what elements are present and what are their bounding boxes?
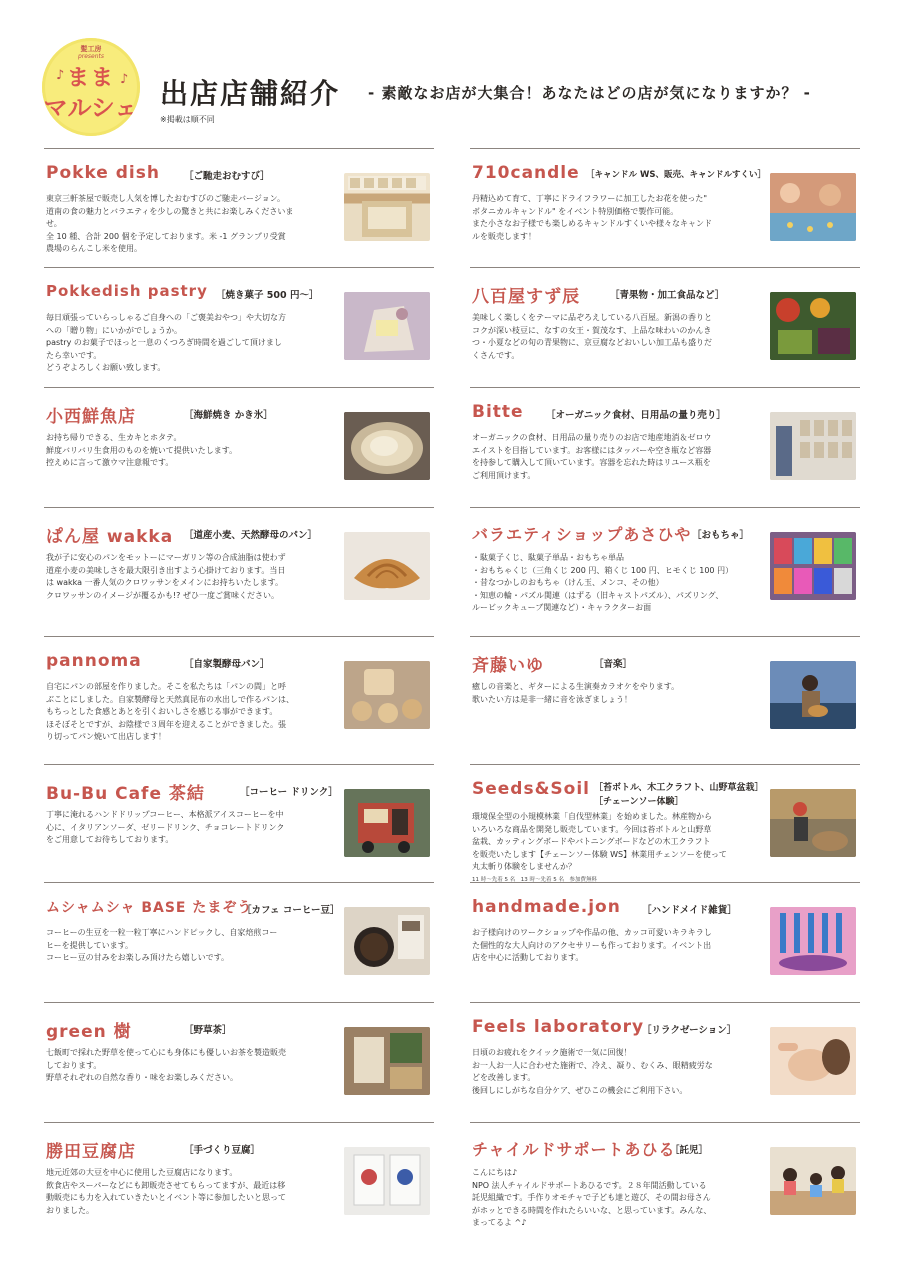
shop-photo-chainsaw bbox=[770, 789, 856, 857]
shop-card-pokke-dish bbox=[44, 148, 434, 267]
shop-name: チャイルドサポートあひる bbox=[472, 1140, 676, 1159]
shop-photo-onigiri bbox=[344, 173, 430, 241]
shop-category: ［カフェ コーヒー豆］ bbox=[242, 905, 340, 916]
shop-photo-scallop bbox=[344, 412, 430, 480]
logo-sponsor: 髪工房 bbox=[80, 45, 102, 53]
shop-photo-candle bbox=[770, 173, 856, 241]
shop-description: こんにちは♪ NPO 法人チャイルドサポートあひるです。２８年間活動している 託児組織です。手作りオモチャで子ども達と遊び、その間お母さん がホッとできる時間を作れたらいいな、と思っています。みんな、 まってるよ ^♪ bbox=[472, 1168, 712, 1227]
shop-card-konishi-fish bbox=[44, 387, 434, 506]
shop-name: pannoma bbox=[46, 651, 142, 671]
logo-mama: まま bbox=[66, 66, 115, 91]
shop-name: Bitte bbox=[472, 402, 524, 422]
shop-category: ［海鮮焼き かき氷］ bbox=[184, 410, 273, 421]
shop-category: ［キャンドル WS、販売、キャンドルすくい］ bbox=[586, 170, 766, 180]
shop-description: お持ち帰りできる、生カキとホタテ。 鮮度バリバリ生食用のものを焼いて提供いたします。 控えめに言って激ウマ注意報です。 bbox=[46, 433, 238, 467]
shop-name: 勝田豆腐店 bbox=[46, 1142, 136, 1162]
shop-description: 我が子に安心のパンをモットーにマーガリン等の合成油脂は使わず 道産小麦の美味しさを最大限引き出すよう心掛けております。当日 は wakka 一番人気のクロワッサンをメインにお持ちいたします。 クロワッサンのイメージが覆るかも!? ぜひ一度ご賞味ください。 bbox=[46, 553, 286, 600]
shop-category: ［おもちゃ］ bbox=[692, 530, 750, 541]
shop-description: 環境保全型の小規模林業「自伐型林業」を始めました。林産物から いろいろな商品を開発し販売しています。今回は苔ボトルと山野草 盆栽、カッティングボードやバトニングボードなどの木工クラフト を販売いたします【チェーンソー体験 WS】林業用チェンソーを使って 丸太斬り体験をしませんか？ 11 時～先着 5 名 13 時～先着 5 名 参加費無料 bbox=[472, 812, 727, 883]
shop-category: ［音楽］ bbox=[594, 659, 633, 670]
shop-card-asahiya bbox=[470, 507, 860, 626]
shop-category: ［コーヒー ドリンク］ bbox=[240, 787, 338, 798]
shop-name: 斉藤いゆ bbox=[472, 656, 544, 676]
shop-name: Seeds&Soil bbox=[472, 779, 590, 799]
shop-name: Pokke dish bbox=[46, 163, 160, 183]
shop-description: ・駄菓子くじ、駄菓子単品・おもちゃ単品 ・おもちゃくじ（三角くじ 200 円、箱くじ 100 円、ヒモくじ 100 円） ・昔なつかしのおもちゃ（けん玉、メンコ、その他） ・知恵の輪・パズル関連（はずる（旧キャストパズル）、パズリング、 ルービックキューブ関連など）・キャラクターお面 bbox=[472, 553, 734, 612]
shop-card-bubu-cafe bbox=[44, 764, 434, 883]
shop-card-katsuta-tofu bbox=[44, 1122, 434, 1241]
shop-card-yaoya-suzutatsu bbox=[470, 267, 860, 386]
shop-category: ［リラクゼーション］ bbox=[642, 1025, 737, 1036]
shop-photo-accessories bbox=[770, 907, 856, 975]
shop-photo-childcare bbox=[770, 1147, 856, 1215]
shop-category: ［自家製酵母パン］ bbox=[184, 659, 270, 670]
page-title: 出店店舗紹介 bbox=[160, 77, 341, 110]
shop-photo-tofu bbox=[344, 1147, 430, 1215]
shop-name: バラエティショップあさひや bbox=[472, 525, 692, 544]
shop-name: 八百屋すず辰 bbox=[472, 287, 581, 307]
shop-category: ［焼き菓子 500 円～］ bbox=[216, 290, 319, 301]
shop-photo-toys bbox=[770, 532, 856, 600]
shop-description: 地元近郊の大豆を中心に使用した豆腐店になります。 飲食店やスーパーなどにも卸販売させてもらってますが、最近は移 動販売にも力を入れていきたいとイベント等に参加したいと思って おりました。 bbox=[46, 1168, 286, 1215]
shop-card-710candle bbox=[470, 148, 860, 267]
shop-category: ［青果物・加工食品など］ bbox=[610, 290, 725, 301]
shop-name: ぱん屋 wakka bbox=[46, 527, 174, 547]
shop-photo-vegetables bbox=[770, 292, 856, 360]
page-subtitle: - 素敵なお店が大集合！あなたはどの店が気になりますか？ - bbox=[368, 84, 811, 102]
shop-photo-coffee bbox=[344, 907, 430, 975]
shop-description: 丹精込めて育て、丁寧にドライフラワーに加工したお花を使った" ボタニカルキャンドル" をイベント特別価格で製作可能。 また小さなお子様でも楽しめるキャンドルすくいや様々なキャンド ルを販売します！ bbox=[472, 194, 712, 241]
shop-card-mushamusha bbox=[44, 882, 434, 1001]
shop-description: 美味しく楽しくをテーマに品ぞろえしている八百屋。新潟の香りと コクが深い枝豆に、なすの女王・賀茂なす、上品な味わいのかんき つ・小夏などの旬の青果物に、京豆腐などおいしい加工品も盛りだ くさんです。 bbox=[472, 313, 712, 360]
shop-category: ［道産小麦、天然酵母のパン］ bbox=[184, 530, 318, 541]
shop-category: ［ハンドメイド雑貨］ bbox=[642, 905, 737, 916]
shop-name: Bu-Bu Cafe 茶結 bbox=[46, 784, 205, 804]
shop-category: ［手づくり豆腐］ bbox=[184, 1145, 261, 1156]
shop-category: ［オーガニック食材、日用品の量り売り］ bbox=[546, 410, 726, 421]
shop-name: handmade.jon bbox=[472, 897, 621, 917]
shop-photo-bread bbox=[344, 661, 430, 729]
shop-category: ［ご馳走おむすび］ bbox=[184, 171, 270, 182]
shop-photo-relaxation bbox=[770, 1027, 856, 1095]
shop-card-bitte bbox=[470, 387, 860, 506]
shop-description: 自宅にパンの部屋を作りました。そこを私たちは「パンの間」と呼 ぶことにしました。自家製酵母と天然真昆布の水出しで作るパンは、 もちっとした食感とあとを引くおいしさを感じる事ができます。 ほそぼそとですが、お陰様で３周年を迎えることができました。張 り切ってパン焼いて出店します！ bbox=[46, 682, 294, 741]
shop-photo-croissant bbox=[344, 532, 430, 600]
shop-photo-herb-tea bbox=[344, 1027, 430, 1095]
shop-photo-pastry bbox=[344, 292, 430, 360]
shop-name: Feels laboratory bbox=[472, 1017, 645, 1037]
shop-category-2: ［チェーンソー体験］ bbox=[594, 797, 684, 807]
shop-name: 710candle bbox=[472, 163, 580, 183]
shop-card-panya-wakka bbox=[44, 507, 434, 626]
shop-name: green 樹 bbox=[46, 1022, 132, 1042]
shop-description: 毎日頑張っていらっしゃるご自身への「ご褒美おやつ」や大切な方 への「贈り物」にいかがでしょうか。 pastry のお菓子でほっと一息のくつろぎ時間を過ごして頂けまし たら幸いです。 どうぞよろしくお願い致します。 bbox=[46, 313, 286, 372]
logo-marche: マルシェ bbox=[43, 94, 139, 122]
shop-photo-guitarist bbox=[770, 661, 856, 729]
shop-description: 東京三軒茶屋で販売し人気を博したおむすびのご馳走バージョン。 道南の食の魅力とバラエティを少しの驚きと共にお楽しみくださいま せ。 全 10 種、合計 200 個を予定しております。米 -1 グランプリ受賞 農場のらんこし米を使用。 bbox=[46, 194, 294, 253]
shop-description: コーヒーの生豆を一粒一粒丁寧にハンドピックし、自家焙煎コー ヒーを提供しています。 コーヒー豆の甘みをお楽しみ頂けたら嬉しいです。 bbox=[46, 928, 278, 962]
music-note-icon: ♪ bbox=[120, 72, 129, 87]
shop-card-feels-laboratory bbox=[470, 1002, 860, 1121]
shop-card-green-ki bbox=[44, 1002, 434, 1121]
shop-description: 日頃のお疲れをクイック施術で一気に回復！ お一人お一人に合わせた施術で、冷え、凝り、むくみ、眼精疲労な どを改善します。 後回しにしがちな自分ケア、ぜひこの機会にご利用下さい。 bbox=[472, 1048, 713, 1095]
logo-presents: presents bbox=[77, 53, 105, 60]
marche-logo bbox=[42, 38, 140, 136]
shop-name: Pokkedish pastry bbox=[46, 282, 208, 300]
order-note: ※掲載は順不同 bbox=[160, 115, 215, 124]
shop-description: 癒しの音楽と、ギターによる生演奏カラオケをやります。 歌いたい方は是非一緒に音を泳ぎましょう！ bbox=[472, 682, 680, 704]
shop-description: 七飯町で採れた野草を使って心にも身体にも優しいお茶を製造販売 しております。 野草それぞれの自然な香り・味をお楽しみください。 bbox=[46, 1048, 286, 1082]
shop-name: 小西鮮魚店 bbox=[46, 407, 136, 427]
music-note-icon: ♪ bbox=[56, 68, 65, 83]
shop-card-handmade-jon bbox=[470, 882, 860, 1001]
shop-card-saito-iyu bbox=[470, 636, 860, 755]
shop-photo-bulk-store bbox=[770, 412, 856, 480]
shop-description: オーガニックの食材、日用品の量り売りのお店で地産地消＆ゼロウ エイストを目指しています。お客様にはタッパーや空き瓶など容器 を持参して購入して頂いています。容器を忘れた時はリユース瓶を ご利用頂けます。 bbox=[472, 433, 712, 480]
shop-card-child-support-ahiru bbox=[470, 1122, 860, 1241]
shop-category: ［苔ボトル、木工クラフト、山野草盆栽］ bbox=[594, 783, 764, 793]
shop-description: 丁寧に淹れるハンドドリップコーヒー、本格派アイスコーヒーを中 心に、イタリアンソーダ、ゼリードリンク、チョコレートドリンク をご用意してお待ちしております。 bbox=[46, 810, 285, 844]
shop-name: ムシャムシャ BASE たまぞう bbox=[46, 900, 253, 916]
shop-category: ［野草茶］ bbox=[184, 1025, 232, 1036]
shop-card-seeds-soil bbox=[470, 764, 860, 883]
shop-description: お子様向けのワークショップや作品の他、カッコ可愛いキラキラし た個性的な大人向けのアクセサリーも作っております。イベント出 店を中心に活動しております。 bbox=[472, 928, 712, 962]
shop-card-pannoma bbox=[44, 636, 434, 755]
shop-photo-cafe-truck bbox=[344, 789, 430, 857]
shop-category: ［託児］ bbox=[670, 1145, 709, 1156]
shop-card-pokkedish-pastry bbox=[44, 267, 434, 386]
